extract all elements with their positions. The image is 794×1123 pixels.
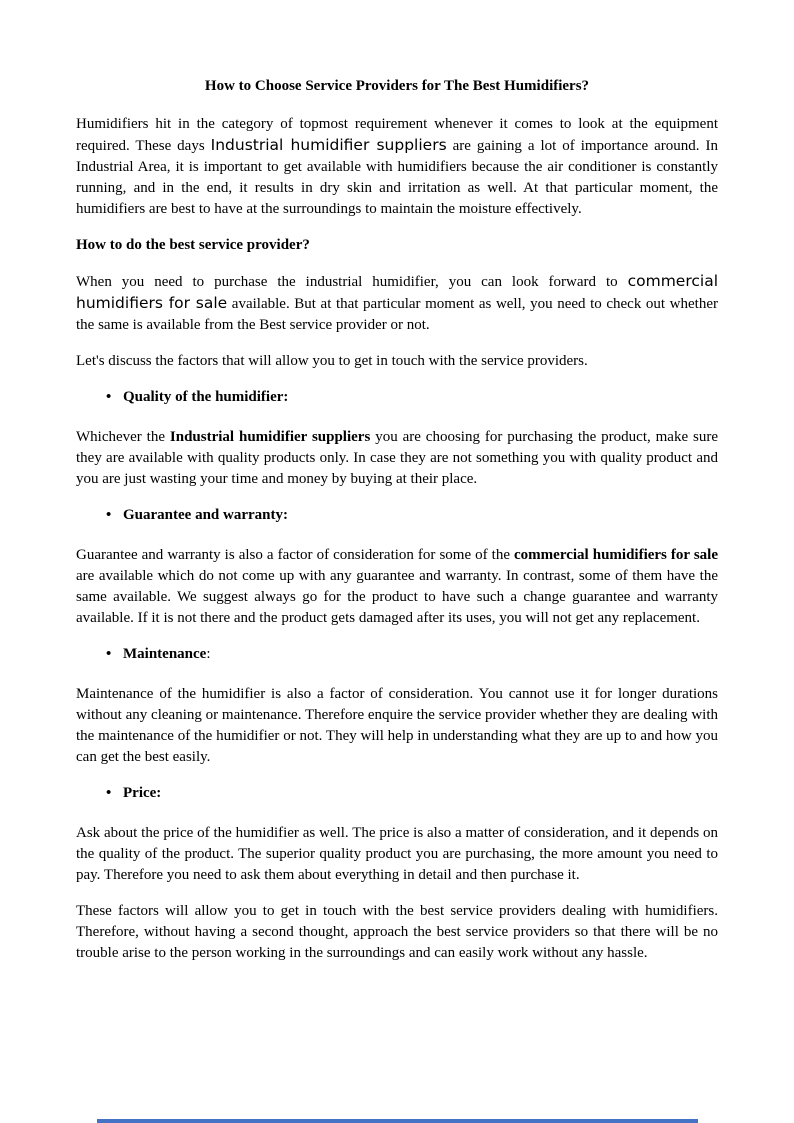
bullet-item (76, 644, 718, 665)
text-run: How to do the best service provider? (76, 237, 310, 254)
text-run: When you need to purchase the industrial humidifier, you can look forward to (76, 274, 628, 291)
bullet-label (123, 505, 288, 526)
text-run: Humidifiers hit in the category of topmost requirement whenever it comes to look at the equipment required. These days (76, 116, 718, 155)
paragraph (76, 823, 718, 886)
footer-rule (97, 1119, 698, 1123)
text-run: are gaining a lot of importance around. In Industrial Area, it is important to get available with humidifiers because the air conditioner is constantly running, and in the end, it results in dry skin and irritation as well. At that particular moment, the humidifiers are best to have at the surroundings to maintain the moisture effectively. (76, 138, 718, 218)
text-run: : (206, 646, 211, 663)
text-run: are available which do not come up with any guarantee and warranty. In contrast, some of them have the same available. We suggest always go for the product to have such a change guarantee and warranty available. If it is not there and the product gets damaged after its uses, you will not get any replacement. (76, 568, 718, 627)
text-run: available. But at that particular moment as well, you need to check out whether the same is available from the Best service provider or not. (76, 296, 718, 334)
text-run: Maintenance (123, 646, 207, 663)
bullet-item (76, 505, 718, 526)
paragraph (76, 427, 718, 490)
text-run: These factors will allow you to get in touch with the best service providers dealing with humidifiers. Therefore, without having a second thought, approach the best service providers so that there will be no trouble arise to the person working in the surroundings and can easily work without any hassle. (76, 903, 718, 962)
text-run: you are choosing for purchasing the product, make sure they are available with quality products only. In case they are not something you with quality product and you are just wasting your time and money by buying at their place. (76, 429, 718, 488)
text-run: Ask about the price of the humidifier as well. The price is also a matter of consideration, and it depends on the quality of the product. The superior quality product you are purchasing, the more amount you need to pay. Therefore you need to ask them about everything in detail and then purchase it. (76, 825, 718, 884)
document-body (76, 114, 718, 964)
text-run: Industrial humidifier suppliers (169, 429, 371, 446)
text-run: commercial humidifiers for sale (76, 272, 718, 313)
text-run: Whichever the (76, 429, 170, 446)
bullet-marker-icon: • (106, 646, 112, 663)
bullet-marker-icon: • (106, 507, 112, 524)
text-run: Price: (123, 785, 162, 802)
text-run: commercial humidifiers for sale (514, 547, 718, 564)
bullet-label (123, 387, 288, 408)
paragraph (76, 351, 718, 372)
bullet-label (123, 783, 161, 804)
section-heading (76, 235, 718, 256)
paragraph (76, 545, 718, 629)
text-run: Industrial humidifier suppliers (210, 136, 447, 155)
bullet-item (76, 387, 718, 408)
paragraph (76, 271, 718, 336)
text-run: Let's discuss the factors that will allow you to get in touch with the service providers. (76, 353, 588, 370)
bullet-item (76, 783, 718, 804)
paragraph (76, 114, 718, 220)
text-run: Guarantee and warranty: (123, 507, 288, 524)
bullet-marker-icon: • (106, 389, 112, 406)
paragraph (76, 901, 718, 964)
text-run: Maintenance of the humidifier is also a factor of consideration. You cannot use it for longer durations without any cleaning or maintenance. Therefore enquire the service provider whether they are dealing with the maintenance of the humidifier or not. They will help in understanding what they are up to and how you can get the best easily. (76, 686, 718, 766)
bullet-marker-icon: • (106, 785, 112, 802)
page-title: How to Choose Service Providers for The Best Humidifiers? (204, 78, 590, 94)
text-run: Guarantee and warranty is also a factor of consideration for some of the (76, 547, 515, 564)
bullet-label (123, 644, 211, 665)
paragraph (76, 684, 718, 768)
text-run: Quality of the humidifier: (123, 389, 289, 406)
